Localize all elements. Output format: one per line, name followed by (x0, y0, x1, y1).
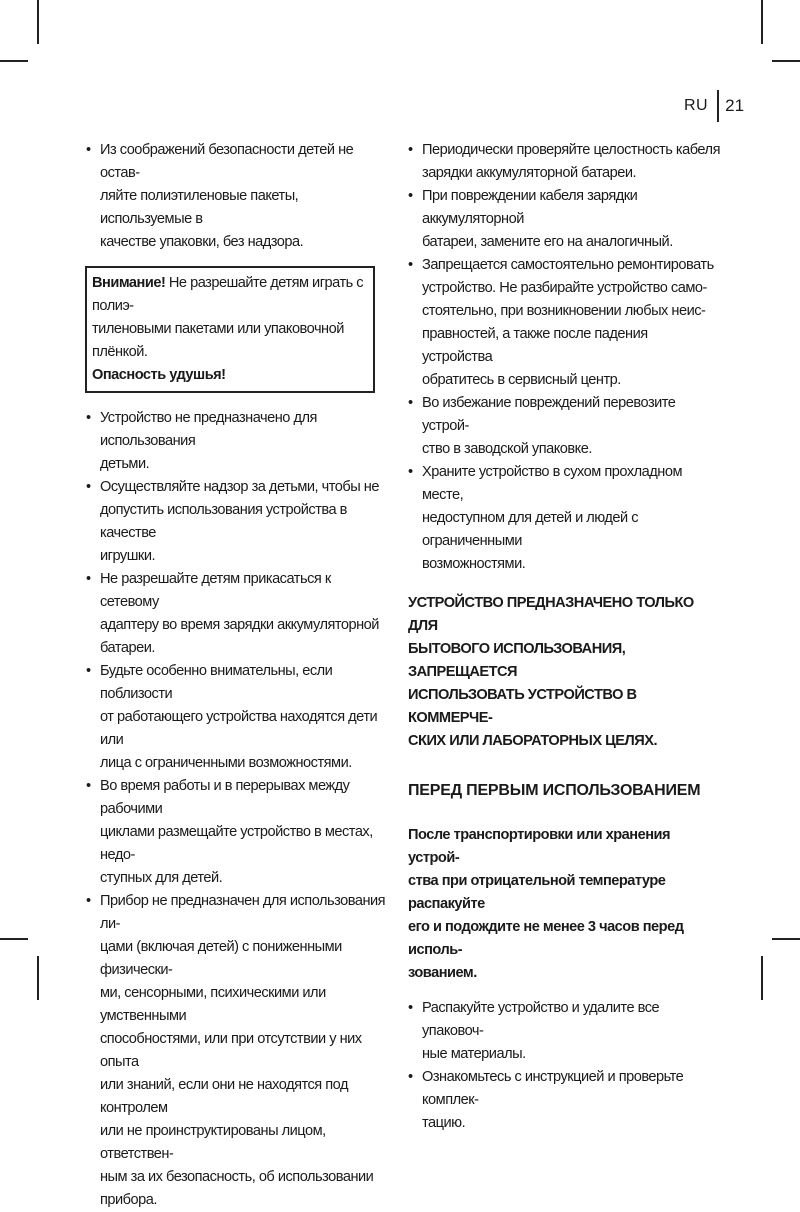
text-line: При повреждении кабеля зарядки аккумуляторной (422, 188, 638, 227)
text-line: обратитесь в сервисный центр. (422, 372, 621, 388)
text-line: адаптеру во время зарядки аккумуляторной (100, 617, 379, 633)
bullet-glyph: • (408, 188, 413, 204)
text-line: тацию. (422, 1115, 466, 1131)
page-number: 21 (725, 96, 745, 115)
cable-storage-bullet-list (408, 139, 720, 576)
bullet-glyph: • (86, 479, 91, 495)
crop-mark-bottom-left-vertical (37, 956, 39, 1000)
list-item (86, 660, 386, 775)
text-line: УСТРОЙСТВО ПРЕДНАЗНАЧЕНО ТОЛЬКО ДЛЯ (408, 595, 694, 634)
text-line: После транспортировки или хранения устрой- (408, 827, 671, 866)
list-item (408, 139, 720, 185)
text-line: Осуществляйте надзор за детьми, чтобы не (100, 479, 379, 495)
bullet-glyph: • (86, 410, 91, 426)
list-item (408, 997, 720, 1066)
text-line: ные материалы. (422, 1046, 526, 1062)
text-line: от работающего устройства находятся дети или (100, 709, 378, 748)
text-line: Из соображений безопасности детей не остав- (100, 142, 354, 181)
intro-bullet-list (86, 139, 386, 254)
crop-mark-bottom-left-horizontal (0, 938, 28, 940)
text-line: или знаний, если они не находятся под контролем (100, 1077, 348, 1116)
text-line: Устройство не предназначено для использования (100, 410, 317, 449)
text-line: игрушки. (100, 548, 156, 564)
text-line: Периодически проверяйте целостность кабеля (422, 142, 720, 158)
text-line: зарядки аккумуляторной батареи. (422, 165, 637, 181)
list-item (408, 1066, 720, 1135)
bullet-glyph: • (86, 778, 91, 794)
page-header (684, 90, 744, 122)
list-item (86, 476, 386, 568)
bullet-glyph: • (86, 142, 91, 158)
left-column (86, 139, 386, 1212)
safety-bullet-list (86, 407, 386, 1212)
crop-mark-bottom-right-horizontal (772, 938, 800, 940)
text-line: ляйте полиэтиленовые пакеты, используемые в (100, 188, 299, 227)
bullet-glyph: • (86, 571, 91, 587)
text-line: способностями, или при отсутствии у них опыта (100, 1031, 362, 1070)
text-line: Будьте особенно внимательны, если поблизости (100, 663, 333, 702)
text-line: Ознакомьтесь с инструкцией и проверьте комплек- (422, 1069, 684, 1108)
text-line: ми, сенсорными, психическими или умственными (100, 985, 326, 1024)
text-line: лица с ограниченными возможностями. (100, 755, 352, 771)
warning-text: Не разрешайте детям играть с полиэ- (92, 275, 364, 314)
text-line: ИСПОЛЬЗОВАТЬ УСТРОЙСТВО В КОММЕРЧЕ- (408, 687, 637, 726)
crop-mark-top-left-vertical (37, 0, 39, 44)
list-item (86, 890, 386, 1212)
text-line: допустить использования устройства в качестве (100, 502, 347, 541)
bullet-glyph: • (408, 395, 413, 411)
text-line: зованием. (408, 965, 477, 981)
text-line: СКИХ ИЛИ ЛАБОРАТОРНЫХ ЦЕЛЯХ. (408, 733, 658, 749)
text-line: ступных для детей. (100, 870, 223, 886)
text-line: качестве упаковки, без надзора. (100, 234, 304, 250)
text-line: Во время работы и в перерывах между рабочими (100, 778, 350, 817)
list-item (86, 775, 386, 890)
text-line: Запрещается самостоятельно ремонтировать (422, 257, 714, 273)
section-heading: ПЕРЕД ПЕРВЫМ ИСПОЛЬЗОВАНИЕМ (408, 782, 701, 799)
transport-notice (408, 824, 720, 985)
list-item (408, 185, 720, 254)
text-line: его и подождите не менее 3 часов перед исполь- (408, 919, 684, 958)
household-use-notice (408, 592, 720, 753)
text-line: Не разрешайте детям прикасаться к сетевому (100, 571, 331, 610)
text-line: Во избежание повреждений перевозите устрой- (422, 395, 676, 434)
list-item (86, 139, 386, 254)
list-item (408, 392, 720, 461)
text-line: детьми. (100, 456, 150, 472)
warning-box (85, 266, 375, 393)
crop-mark-top-right-vertical (761, 0, 763, 44)
text-line: батареи. (100, 640, 155, 656)
text-line: Прибор не предназначен для использования ли- (100, 893, 386, 932)
language-code: RU (684, 97, 709, 114)
text-line: батареи, замените его на аналогичный. (422, 234, 673, 250)
first-use-bullet-list (408, 997, 720, 1135)
text-line: прибора. (100, 1192, 157, 1208)
bullet-glyph: • (408, 1069, 413, 1085)
text-line: стоятельно, при возникновении любых неис- (422, 303, 706, 319)
list-item (408, 254, 720, 392)
bullet-glyph: • (408, 464, 413, 480)
right-column (408, 139, 720, 1135)
warning-label: Внимание! (92, 275, 166, 291)
header-divider (717, 90, 719, 122)
text-line: цами (включая детей) с пониженными физически- (100, 939, 342, 978)
text-line: устройство. Не разбирайте устройство само- (422, 280, 707, 296)
crop-mark-bottom-right-vertical (761, 956, 763, 1000)
list-item (86, 568, 386, 660)
text-line: ным за их безопасность, об использовании (100, 1169, 374, 1185)
text-line: или не проинструктированы лицом, ответствен- (100, 1123, 326, 1162)
list-item (86, 407, 386, 476)
text-line: Распакуйте устройство и удалите все упаковоч- (422, 1000, 660, 1039)
text-line: циклами размещайте устройство в местах, недо- (100, 824, 373, 863)
text-line: возможностями. (422, 556, 526, 572)
text-line: недоступном для детей и людей с ограниченными (422, 510, 639, 549)
bullet-glyph: • (86, 663, 91, 679)
warning-text: тиленовыми пакетами или упаковочной плёнкой. (92, 321, 344, 360)
bullet-glyph: • (408, 1000, 413, 1016)
text-line: ство в заводской упаковке. (422, 441, 592, 457)
text-line: Храните устройство в сухом прохладном месте, (422, 464, 682, 503)
text-line: правностей, а также после падения устройства (422, 326, 648, 365)
list-item (408, 461, 720, 576)
crop-mark-top-right-horizontal (772, 60, 800, 62)
text-line: БЫТОВОГО ИСПОЛЬЗОВАНИЯ, ЗАПРЕЩАЕТСЯ (408, 641, 626, 680)
bullet-glyph: • (408, 142, 413, 158)
text-line: ства при отрицательной температуре распакуйте (408, 873, 666, 912)
warning-emphasis: Опасность удушья! (92, 367, 226, 383)
crop-mark-top-left-horizontal (0, 60, 28, 62)
bullet-glyph: • (408, 257, 413, 273)
bullet-glyph: • (86, 893, 91, 909)
